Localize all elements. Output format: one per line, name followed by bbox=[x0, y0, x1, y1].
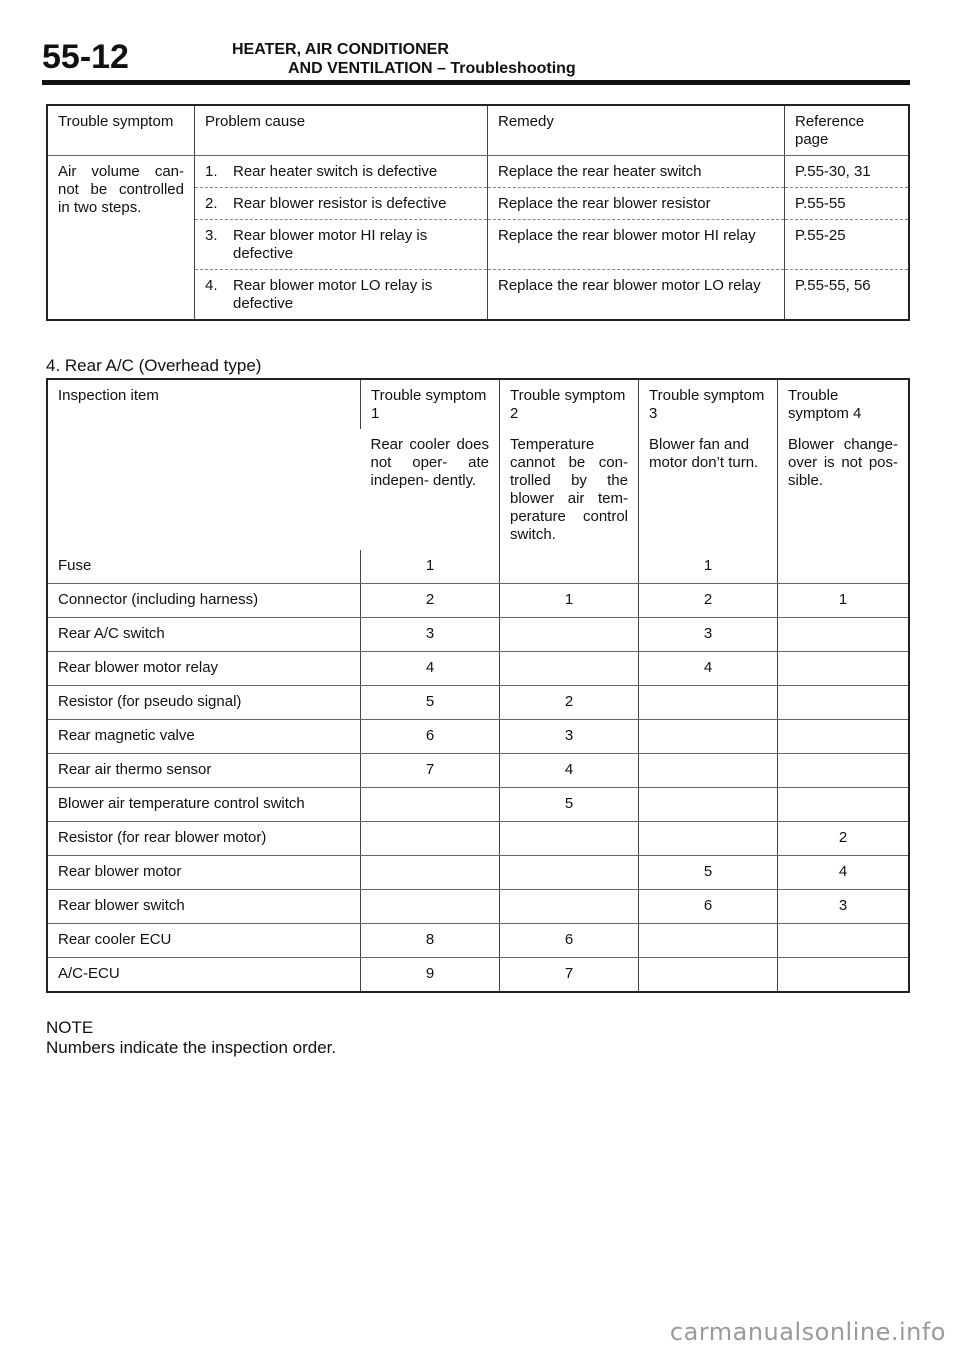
inspection-order-symptom-2: 1 bbox=[500, 584, 639, 618]
table-row bbox=[47, 550, 909, 584]
inspection-order-symptom-4 bbox=[778, 720, 910, 754]
remedy-cell: Replace the rear blower motor HI relay bbox=[488, 220, 785, 270]
table-row bbox=[47, 890, 909, 924]
inspection-item: A/C-ECU bbox=[58, 965, 120, 982]
inspection-order-symptom-3 bbox=[639, 754, 778, 788]
note-text: Numbers indicate the inspection order. bbox=[46, 1038, 337, 1057]
reference-cell: P.55-25 bbox=[785, 220, 910, 270]
inspection-order-symptom-4: 1 bbox=[778, 584, 910, 618]
inspection-order-symptom-4 bbox=[778, 788, 910, 822]
inspection-order-symptom-1 bbox=[361, 856, 500, 890]
cause-text: Rear heater switch is defective bbox=[233, 163, 438, 180]
header-trouble-symptom: Trouble symptom bbox=[47, 105, 195, 156]
inspection-order-symptom-2 bbox=[500, 822, 639, 856]
table-row bbox=[47, 822, 909, 856]
inspection-order-symptom-2 bbox=[500, 550, 639, 584]
inspection-order-symptom-2: 4 bbox=[500, 754, 639, 788]
inspection-order-symptom-4: 4 bbox=[778, 856, 910, 890]
inspection-order-symptom-2: 6 bbox=[500, 924, 639, 958]
inspection-order-symptom-4 bbox=[778, 686, 910, 720]
watermark: carmanualsonline.info bbox=[669, 1318, 946, 1346]
inspection-item: Resistor (for rear blower motor) bbox=[47, 822, 361, 856]
inspection-order-symptom-3: 1 bbox=[639, 550, 778, 584]
inspection-order-symptom-2 bbox=[500, 618, 639, 652]
inspection-order-symptom-3: 4 bbox=[639, 652, 778, 686]
inspection-order-symptom-4: 2 bbox=[778, 822, 910, 856]
inspection-item: Fuse bbox=[47, 550, 361, 584]
table-row bbox=[47, 788, 909, 822]
header-problem-cause: Problem cause bbox=[195, 105, 488, 156]
table-header-row bbox=[47, 105, 909, 156]
inspection-order-symptom-4 bbox=[778, 550, 910, 584]
inspection-order-symptom-1: 1 bbox=[361, 550, 500, 584]
inspection-order-symptom-1: 2 bbox=[361, 584, 500, 618]
inspection-item: Rear blower motor bbox=[47, 856, 361, 890]
table-row bbox=[47, 584, 909, 618]
table-header-row bbox=[47, 379, 909, 429]
inspection-order-symptom-2: 2 bbox=[500, 686, 639, 720]
inspection-rows bbox=[47, 550, 909, 992]
inspection-order-symptom-3: 3 bbox=[639, 618, 778, 652]
inspection-order-symptom-1 bbox=[361, 890, 500, 924]
cause-number: 4. bbox=[205, 277, 218, 294]
inspection-item: Rear air thermo sensor bbox=[47, 754, 361, 788]
cause-number: 1. bbox=[205, 163, 218, 180]
table-row bbox=[47, 924, 909, 958]
symptom-4-description: Blower change- over is not pos- sible. bbox=[778, 429, 910, 550]
inspection-order-symptom-4 bbox=[778, 958, 910, 993]
inspection-order-symptom-3 bbox=[639, 958, 778, 993]
note bbox=[46, 1018, 336, 1058]
inspection-order-symptom-4 bbox=[778, 924, 910, 958]
inspection-item: Resistor (for pseudo signal) bbox=[47, 686, 361, 720]
cause-text: Rear blower motor LO relay is bbox=[233, 277, 433, 294]
symptom-1-description: Rear cooler does not oper- ate indepen- dently. bbox=[370, 436, 489, 489]
inspection-item: Blower air temperature control switch bbox=[47, 788, 361, 822]
header-trouble-symptom-4: Trouble symptom 4 bbox=[778, 379, 910, 429]
inspection-order-symptom-2 bbox=[500, 890, 639, 924]
inspection-order-symptom-3 bbox=[639, 720, 778, 754]
inspection-order-symptom-4 bbox=[778, 618, 910, 652]
inspection-item: Rear cooler ECU bbox=[47, 924, 361, 958]
inspection-order-symptom-2 bbox=[500, 856, 639, 890]
reference-cell: P.55-55 bbox=[785, 188, 910, 220]
reference-cell: P.55-30, 31 bbox=[785, 156, 910, 188]
inspection-table-rear-ac bbox=[46, 378, 910, 993]
inspection-item: Rear blower switch bbox=[47, 890, 361, 924]
header-inspection-item: Inspection item bbox=[58, 387, 159, 404]
inspection-order-symptom-1: 7 bbox=[361, 754, 500, 788]
inspection-order-symptom-1 bbox=[361, 788, 500, 822]
table-row bbox=[47, 618, 909, 652]
section-title: 4. Rear A/C (Overhead type) bbox=[46, 356, 262, 375]
remedy-cell: Replace the rear blower motor LO relay bbox=[488, 270, 785, 321]
page-title-line2: AND VENTILATION – Troubleshooting bbox=[288, 60, 576, 77]
symptom-2-description: Temperature cannot be con- trolled by the blower air tem- perature control switch. bbox=[500, 429, 639, 550]
inspection-order-symptom-1: 4 bbox=[361, 652, 500, 686]
inspection-item: Rear magnetic valve bbox=[47, 720, 361, 754]
table-row bbox=[47, 754, 909, 788]
inspection-item: Rear A/C switch bbox=[47, 618, 361, 652]
inspection-order-symptom-3 bbox=[639, 924, 778, 958]
symptom-3-description: Blower fan and motor don’t turn. bbox=[639, 429, 778, 550]
cause-text: Rear blower motor HI relay is bbox=[233, 227, 428, 244]
cause-text-cont: defective bbox=[233, 245, 294, 262]
table-row bbox=[47, 958, 909, 993]
inspection-order-symptom-2: 7 bbox=[500, 958, 639, 993]
header-rule bbox=[42, 80, 910, 85]
troubleshooting-table-rear-heater bbox=[46, 104, 910, 321]
cause-number: 3. bbox=[205, 227, 218, 244]
header-remedy: Remedy bbox=[488, 105, 785, 156]
table-row bbox=[47, 652, 909, 686]
remedy-cell: Replace the rear blower resistor bbox=[488, 188, 785, 220]
inspection-order-symptom-4 bbox=[778, 754, 910, 788]
cause-cell bbox=[195, 270, 488, 321]
remedy-cell: Replace the rear heater switch bbox=[488, 156, 785, 188]
cause-cell bbox=[195, 156, 488, 188]
cause-text-cont: defective bbox=[233, 295, 294, 312]
header-reference-page: Reference page bbox=[785, 105, 910, 156]
inspection-item: Connector (including harness) bbox=[47, 584, 361, 618]
cause-cell bbox=[195, 188, 488, 220]
inspection-order-symptom-1: 6 bbox=[361, 720, 500, 754]
page-number: 55-12 bbox=[42, 38, 129, 76]
inspection-order-symptom-3: 6 bbox=[639, 890, 778, 924]
table-row bbox=[47, 720, 909, 754]
page-title bbox=[232, 40, 576, 78]
inspection-order-symptom-3 bbox=[639, 686, 778, 720]
header-trouble-symptom-3: Trouble symptom 3 bbox=[639, 379, 778, 429]
table-row bbox=[47, 686, 909, 720]
inspection-order-symptom-3: 2 bbox=[639, 584, 778, 618]
inspection-order-symptom-2: 3 bbox=[500, 720, 639, 754]
table-row bbox=[47, 856, 909, 890]
table-row bbox=[47, 156, 909, 188]
inspection-order-symptom-4 bbox=[778, 652, 910, 686]
inspection-order-symptom-1: 8 bbox=[361, 924, 500, 958]
header-trouble-symptom-2: Trouble symptom 2 bbox=[500, 379, 639, 429]
inspection-item: Rear blower motor relay bbox=[47, 652, 361, 686]
trouble-symptom-cell: Air volume can- not be controlled in two steps. bbox=[58, 163, 184, 216]
reference-cell: P.55-55, 56 bbox=[785, 270, 910, 321]
inspection-order-symptom-3 bbox=[639, 822, 778, 856]
inspection-order-symptom-2 bbox=[500, 652, 639, 686]
inspection-order-symptom-2: 5 bbox=[500, 788, 639, 822]
cause-cell bbox=[195, 220, 488, 270]
inspection-order-symptom-1 bbox=[361, 822, 500, 856]
inspection-order-symptom-4: 3 bbox=[778, 890, 910, 924]
note-label: NOTE bbox=[46, 1018, 94, 1037]
inspection-order-symptom-1: 9 bbox=[361, 958, 500, 993]
inspection-order-symptom-1: 5 bbox=[361, 686, 500, 720]
header-trouble-symptom-1: Trouble symptom 1 bbox=[361, 379, 500, 429]
page-title-line1: HEATER, AIR CONDITIONER bbox=[232, 41, 449, 58]
inspection-order-symptom-3: 5 bbox=[639, 856, 778, 890]
cause-number: 2. bbox=[205, 195, 218, 212]
inspection-order-symptom-1: 3 bbox=[361, 618, 500, 652]
cause-text: Rear blower resistor is defective bbox=[233, 195, 447, 212]
inspection-order-symptom-3 bbox=[639, 788, 778, 822]
